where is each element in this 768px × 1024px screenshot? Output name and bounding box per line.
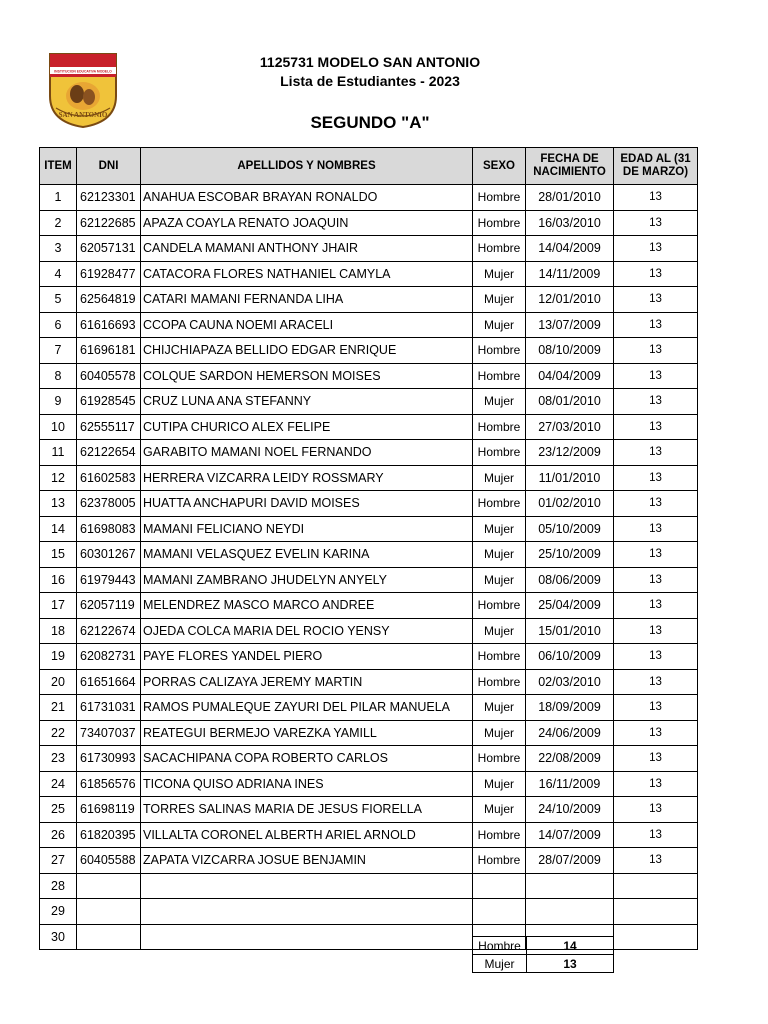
fecha-cell: 22/08/2009 <box>526 746 614 772</box>
fecha-cell: 16/11/2009 <box>526 771 614 797</box>
name-cell: HUATTA ANCHAPURI DAVID MOISES <box>141 491 473 517</box>
table-row <box>40 312 698 338</box>
dni-cell: 61602583 <box>77 465 141 491</box>
name-cell: PAYE FLORES YANDEL PIERO <box>141 644 473 670</box>
edad-cell: 13 <box>614 848 698 874</box>
item-cell: 4 <box>40 261 77 287</box>
name-cell: VILLALTA CORONEL ALBERTH ARIEL ARNOLD <box>141 822 473 848</box>
edad-cell: 13 <box>614 414 698 440</box>
dni-cell: 62555117 <box>77 414 141 440</box>
name-cell: GARABITO MAMANI NOEL FERNANDO <box>141 440 473 466</box>
name-cell: TICONA QUISO ADRIANA INES <box>141 771 473 797</box>
fecha-cell: 16/03/2010 <box>526 210 614 236</box>
fecha-cell: 15/01/2010 <box>526 618 614 644</box>
fecha-cell: 01/02/2010 <box>526 491 614 517</box>
dni-cell <box>77 899 141 925</box>
table-row <box>40 695 698 721</box>
fecha-cell: 08/01/2010 <box>526 389 614 415</box>
table-row <box>40 287 698 313</box>
edad-cell: 13 <box>614 746 698 772</box>
dni-cell: 61856576 <box>77 771 141 797</box>
fecha-cell: 28/07/2009 <box>526 848 614 874</box>
edad-cell: 13 <box>614 389 698 415</box>
sexo-cell: Mujer <box>473 542 526 568</box>
school-logo <box>46 52 120 128</box>
fecha-cell: 02/03/2010 <box>526 669 614 695</box>
sexo-cell: Mujer <box>473 389 526 415</box>
col-header-fecha <box>526 148 614 185</box>
fecha-cell: 25/10/2009 <box>526 542 614 568</box>
table-row <box>40 567 698 593</box>
fecha-cell: 14/04/2009 <box>526 236 614 262</box>
edad-cell <box>614 873 698 899</box>
edad-cell: 13 <box>614 567 698 593</box>
dni-cell: 61730993 <box>77 746 141 772</box>
fecha-cell: 24/06/2009 <box>526 720 614 746</box>
fecha-cell: 14/11/2009 <box>526 261 614 287</box>
school-title: 1125731 MODELO SAN ANTONIO <box>259 54 481 70</box>
dni-cell: 62057119 <box>77 593 141 619</box>
name-cell: MELENDREZ MASCO MARCO ANDREE <box>141 593 473 619</box>
summary-row-hombre <box>473 937 614 955</box>
edad-cell: 13 <box>614 287 698 313</box>
item-cell: 20 <box>40 669 77 695</box>
sexo-cell: Mujer <box>473 287 526 313</box>
item-cell: 21 <box>40 695 77 721</box>
dni-cell: 61616693 <box>77 312 141 338</box>
table-row <box>40 465 698 491</box>
summary-count: 14 <box>527 937 614 955</box>
item-cell: 9 <box>40 389 77 415</box>
dni-cell: 61698119 <box>77 797 141 823</box>
fecha-cell <box>526 873 614 899</box>
name-cell: MAMANI FELICIANO NEYDI <box>141 516 473 542</box>
table-row <box>40 593 698 619</box>
dni-cell: 73407037 <box>77 720 141 746</box>
item-cell: 27 <box>40 848 77 874</box>
edad-cell: 13 <box>614 593 698 619</box>
col-header-edad-line1: EDAD AL (31 <box>620 153 691 165</box>
name-cell <box>141 924 473 950</box>
name-cell: HERRERA VIZCARRA LEIDY ROSSMARY <box>141 465 473 491</box>
col-header-fecha-line2: NACIMIENTO <box>533 166 606 178</box>
summary-label: Mujer <box>473 955 527 973</box>
name-cell: ZAPATA VIZCARRA JOSUE BENJAMIN <box>141 848 473 874</box>
item-cell: 26 <box>40 822 77 848</box>
fecha-cell: 23/12/2009 <box>526 440 614 466</box>
item-cell: 10 <box>40 414 77 440</box>
name-cell: APAZA COAYLA RENATO JOAQUIN <box>141 210 473 236</box>
table-row <box>40 440 698 466</box>
fecha-cell: 24/10/2009 <box>526 797 614 823</box>
table-row <box>40 618 698 644</box>
name-cell: CATACORA FLORES NATHANIEL CAMYLA <box>141 261 473 287</box>
sexo-cell: Mujer <box>473 618 526 644</box>
fecha-cell: 14/07/2009 <box>526 822 614 848</box>
fecha-cell: 25/04/2009 <box>526 593 614 619</box>
dni-cell: 61698083 <box>77 516 141 542</box>
dni-cell: 61979443 <box>77 567 141 593</box>
sexo-cell: Mujer <box>473 261 526 287</box>
sexo-cell: Hombre <box>473 236 526 262</box>
col-header-sexo: SEXO <box>473 148 526 185</box>
svg-text:INSTITUCION EDUCATIVA MODELO: INSTITUCION EDUCATIVA MODELO <box>54 69 112 74</box>
item-cell: 30 <box>40 924 77 950</box>
item-cell: 15 <box>40 542 77 568</box>
item-cell: 14 <box>40 516 77 542</box>
sexo-cell: Mujer <box>473 312 526 338</box>
name-cell: REATEGUI BERMEJO VAREZKA YAMILL <box>141 720 473 746</box>
name-cell <box>141 899 473 925</box>
sexo-cell: Hombre <box>473 440 526 466</box>
dni-cell: 60405588 <box>77 848 141 874</box>
item-cell: 24 <box>40 771 77 797</box>
edad-cell: 13 <box>614 363 698 389</box>
section-title: SEGUNDO "A" <box>310 113 430 132</box>
edad-cell: 13 <box>614 669 698 695</box>
name-cell: CRUZ LUNA ANA STEFANNY <box>141 389 473 415</box>
table-row <box>40 516 698 542</box>
edad-cell: 13 <box>614 185 698 211</box>
fecha-cell: 05/10/2009 <box>526 516 614 542</box>
sexo-cell: Mujer <box>473 797 526 823</box>
col-header-fecha-line1: FECHA DE <box>540 153 599 165</box>
sexo-cell: Hombre <box>473 338 526 364</box>
table-row <box>40 822 698 848</box>
fecha-cell: 28/01/2010 <box>526 185 614 211</box>
table-row <box>40 210 698 236</box>
name-cell: CHIJCHIAPAZA BELLIDO EDGAR ENRIQUE <box>141 338 473 364</box>
item-cell: 1 <box>40 185 77 211</box>
sexo-cell: Hombre <box>473 363 526 389</box>
fecha-cell: 06/10/2009 <box>526 644 614 670</box>
fecha-cell: 12/01/2010 <box>526 287 614 313</box>
table-row <box>40 185 698 211</box>
item-cell: 29 <box>40 899 77 925</box>
fecha-cell: 13/07/2009 <box>526 312 614 338</box>
table-row <box>40 542 698 568</box>
item-cell: 6 <box>40 312 77 338</box>
sexo-cell: Mujer <box>473 465 526 491</box>
item-cell: 3 <box>40 236 77 262</box>
table-row <box>40 720 698 746</box>
sexo-cell <box>473 873 526 899</box>
dni-cell: 61928545 <box>77 389 141 415</box>
name-cell: PORRAS CALIZAYA JEREMY MARTIN <box>141 669 473 695</box>
item-cell: 12 <box>40 465 77 491</box>
fecha-cell: 04/04/2009 <box>526 363 614 389</box>
item-cell: 13 <box>40 491 77 517</box>
dni-cell: 61731031 <box>77 695 141 721</box>
name-cell: MAMANI VELASQUEZ EVELIN KARINA <box>141 542 473 568</box>
col-header-edad <box>614 148 698 185</box>
dni-cell: 62082731 <box>77 644 141 670</box>
sexo-cell: Hombre <box>473 414 526 440</box>
table-row <box>40 873 698 899</box>
sexo-cell: Hombre <box>473 491 526 517</box>
table-row <box>40 491 698 517</box>
dni-cell: 62122685 <box>77 210 141 236</box>
edad-cell <box>614 924 698 950</box>
table-row <box>40 261 698 287</box>
table-header-row <box>40 148 698 185</box>
item-cell: 2 <box>40 210 77 236</box>
name-cell: ANAHUA ESCOBAR BRAYAN RONALDO <box>141 185 473 211</box>
name-cell: COLQUE SARDON HEMERSON MOISES <box>141 363 473 389</box>
item-cell: 25 <box>40 797 77 823</box>
school-shield-icon <box>46 52 120 128</box>
edad-cell: 13 <box>614 261 698 287</box>
sexo-cell: Mujer <box>473 516 526 542</box>
name-cell <box>141 873 473 899</box>
edad-cell: 13 <box>614 695 698 721</box>
sexo-cell: Hombre <box>473 185 526 211</box>
fecha-cell: 11/01/2010 <box>526 465 614 491</box>
sexo-cell: Mujer <box>473 567 526 593</box>
students-table <box>39 147 698 950</box>
dni-cell: 62122674 <box>77 618 141 644</box>
table-row <box>40 669 698 695</box>
item-cell: 7 <box>40 338 77 364</box>
item-cell: 18 <box>40 618 77 644</box>
table-row <box>40 644 698 670</box>
name-cell: CATARI MAMANI FERNANDA LIHA <box>141 287 473 313</box>
dni-cell <box>77 924 141 950</box>
summary-count: 13 <box>527 955 614 973</box>
col-header-nombres: APELLIDOS Y NOMBRES <box>141 148 473 185</box>
edad-cell: 13 <box>614 236 698 262</box>
summary-row-mujer <box>473 955 614 973</box>
gender-summary-table <box>472 936 614 973</box>
name-cell: CUTIPA CHURICO ALEX FELIPE <box>141 414 473 440</box>
item-cell: 17 <box>40 593 77 619</box>
item-cell: 22 <box>40 720 77 746</box>
sexo-cell: Mujer <box>473 695 526 721</box>
col-header-dni: DNI <box>77 148 141 185</box>
item-cell: 5 <box>40 287 77 313</box>
sexo-cell: Hombre <box>473 210 526 236</box>
edad-cell: 13 <box>614 644 698 670</box>
edad-cell: 13 <box>614 771 698 797</box>
name-cell: OJEDA COLCA MARIA DEL ROCIO YENSY <box>141 618 473 644</box>
edad-cell: 13 <box>614 491 698 517</box>
table-row <box>40 899 698 925</box>
col-header-item: ITEM <box>40 148 77 185</box>
fecha-cell: 27/03/2010 <box>526 414 614 440</box>
dni-cell: 62122654 <box>77 440 141 466</box>
sexo-cell <box>473 899 526 925</box>
name-cell: TORRES SALINAS MARIA DE JESUS FIORELLA <box>141 797 473 823</box>
item-cell: 11 <box>40 440 77 466</box>
edad-cell: 13 <box>614 542 698 568</box>
item-cell: 28 <box>40 873 77 899</box>
dni-cell: 60405578 <box>77 363 141 389</box>
dni-cell: 62378005 <box>77 491 141 517</box>
dni-cell: 61928477 <box>77 261 141 287</box>
sexo-cell: Hombre <box>473 644 526 670</box>
fecha-cell: 08/10/2009 <box>526 338 614 364</box>
table-row <box>40 414 698 440</box>
item-cell: 8 <box>40 363 77 389</box>
table-row <box>40 771 698 797</box>
table-row <box>40 338 698 364</box>
list-title: Lista de Estudiantes - 2023 <box>280 73 460 89</box>
item-cell: 19 <box>40 644 77 670</box>
dni-cell: 60301267 <box>77 542 141 568</box>
sexo-cell: Mujer <box>473 771 526 797</box>
edad-cell: 13 <box>614 797 698 823</box>
edad-cell: 13 <box>614 312 698 338</box>
name-cell: SACACHIPANA COPA ROBERTO CARLOS <box>141 746 473 772</box>
summary-label: Hombre <box>473 937 527 955</box>
item-cell: 23 <box>40 746 77 772</box>
table-row <box>40 363 698 389</box>
fecha-cell: 08/06/2009 <box>526 567 614 593</box>
edad-cell: 13 <box>614 210 698 236</box>
name-cell: CANDELA MAMANI ANTHONY JHAIR <box>141 236 473 262</box>
col-header-edad-line2: DE MARZO) <box>622 166 689 178</box>
dni-cell: 61820395 <box>77 822 141 848</box>
edad-cell: 13 <box>614 822 698 848</box>
dni-cell: 61651664 <box>77 669 141 695</box>
svg-text:SAN ANTONIO: SAN ANTONIO <box>58 111 108 119</box>
name-cell: RAMOS PUMALEQUE ZAYURI DEL PILAR MANUELA <box>141 695 473 721</box>
dni-cell: 62564819 <box>77 287 141 313</box>
edad-cell: 13 <box>614 465 698 491</box>
edad-cell <box>614 899 698 925</box>
dni-cell: 62123301 <box>77 185 141 211</box>
sexo-cell: Hombre <box>473 593 526 619</box>
dni-cell: 62057131 <box>77 236 141 262</box>
edad-cell: 13 <box>614 338 698 364</box>
name-cell: CCOPA CAUNA NOEMI ARACELI <box>141 312 473 338</box>
table-row <box>40 389 698 415</box>
dni-cell <box>77 873 141 899</box>
dni-cell: 61696181 <box>77 338 141 364</box>
table-row <box>40 848 698 874</box>
sexo-cell: Hombre <box>473 848 526 874</box>
item-cell: 16 <box>40 567 77 593</box>
edad-cell: 13 <box>614 516 698 542</box>
edad-cell: 13 <box>614 720 698 746</box>
edad-cell: 13 <box>614 618 698 644</box>
name-cell: MAMANI ZAMBRANO JHUDELYN ANYELY <box>141 567 473 593</box>
sexo-cell: Hombre <box>473 669 526 695</box>
table-row <box>40 236 698 262</box>
table-row <box>40 746 698 772</box>
table-row <box>40 797 698 823</box>
fecha-cell: 18/09/2009 <box>526 695 614 721</box>
sexo-cell: Mujer <box>473 720 526 746</box>
fecha-cell <box>526 899 614 925</box>
edad-cell: 13 <box>614 440 698 466</box>
sexo-cell: Hombre <box>473 822 526 848</box>
sexo-cell: Hombre <box>473 746 526 772</box>
